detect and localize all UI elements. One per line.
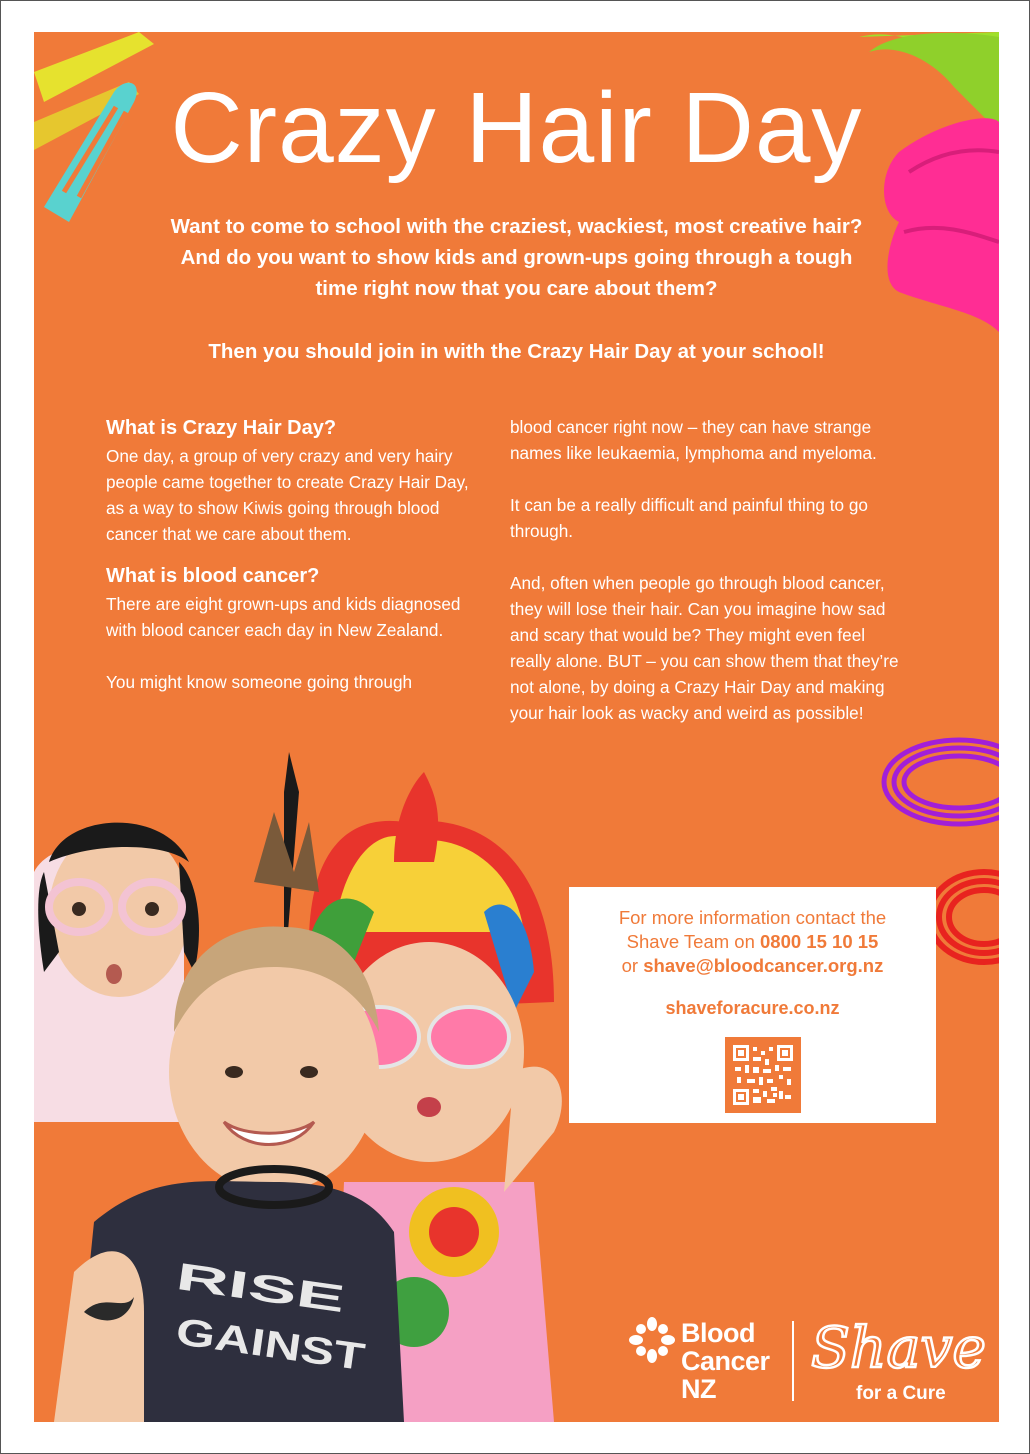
blood-cancer-nz-logo: Blood Cancer NZ	[681, 1318, 770, 1404]
phone-number: 0800 15 10 15	[760, 931, 879, 952]
right-paragraph-1: blood cancer right now – they can have strange names like leukaemia, lymphoma and myeloma.	[510, 417, 877, 463]
contact-text: For more information contact the Shave Team on 0800 15 10 15 or shave@bloodcancer.org.nz	[618, 907, 887, 976]
email-link[interactable]: shave@bloodcancer.org.nz	[643, 955, 884, 976]
left-column	[106, 413, 476, 695]
logo-bar	[629, 1317, 994, 1407]
section-body-blood-cancer-continued: You might know someone going through	[106, 672, 413, 692]
right-paragraph-2: It can be a really difficult and painful thing to go through.	[510, 495, 868, 541]
poster	[34, 32, 999, 1422]
website-link[interactable]: shaveforacure.co.nz	[665, 998, 840, 1018]
intro-line-1: Want to come to school with the craziest, wackiest, most creative hair?	[170, 215, 863, 238]
intro-paragraph	[124, 211, 909, 304]
section-body-what-is-crazy-hair-day: One day, a group of very crazy and very hairy people came together to create Crazy Hair Day, as a way to show Kiwis going through blood cancer that we care about them.	[106, 446, 469, 544]
shirt-text-2: GAINST	[173, 1310, 322, 1373]
svg-text:Shave: Shave	[811, 1317, 986, 1377]
intro-call-to-action: Then you should join in with the Crazy Hair Day at your school!	[208, 340, 825, 363]
contact-box	[569, 887, 936, 1123]
shave-for-a-cure-tagline: for a Cure	[856, 1383, 946, 1404]
page-title: Crazy Hair Day	[170, 72, 863, 184]
intro-line-3: time right now that you care about them?	[315, 277, 718, 300]
intro-line-2: And do you want to show kids and grown-ups going through a tough	[180, 246, 853, 269]
kids-photo	[34, 752, 634, 1422]
shave-for-a-cure-logo	[809, 1317, 989, 1377]
qr-code[interactable]	[725, 1037, 801, 1113]
section-body-blood-cancer: There are eight grown-ups and kids diagnosed with blood cancer each day in New Zealand.	[106, 594, 461, 640]
section-heading-what-is-blood-cancer: What is blood cancer?	[106, 565, 320, 587]
right-column	[510, 414, 900, 726]
section-heading-what-is-crazy-hair-day: What is Crazy Hair Day?	[106, 417, 337, 439]
shirt-text: RISE	[173, 1255, 268, 1310]
blood-cancer-flower-icon	[629, 1317, 675, 1363]
logo-divider	[792, 1321, 794, 1401]
qr-code-icon	[733, 1045, 793, 1105]
right-paragraph-3: And, often when people go through blood cancer, they will lose their hair. Can you imagine how sad and scary that would be? They might even feel really alone. BUT – you can show them that they’re not alone, by doing a Crazy Hair Day and making your hair look as wacky and weird as possible!	[510, 573, 899, 723]
